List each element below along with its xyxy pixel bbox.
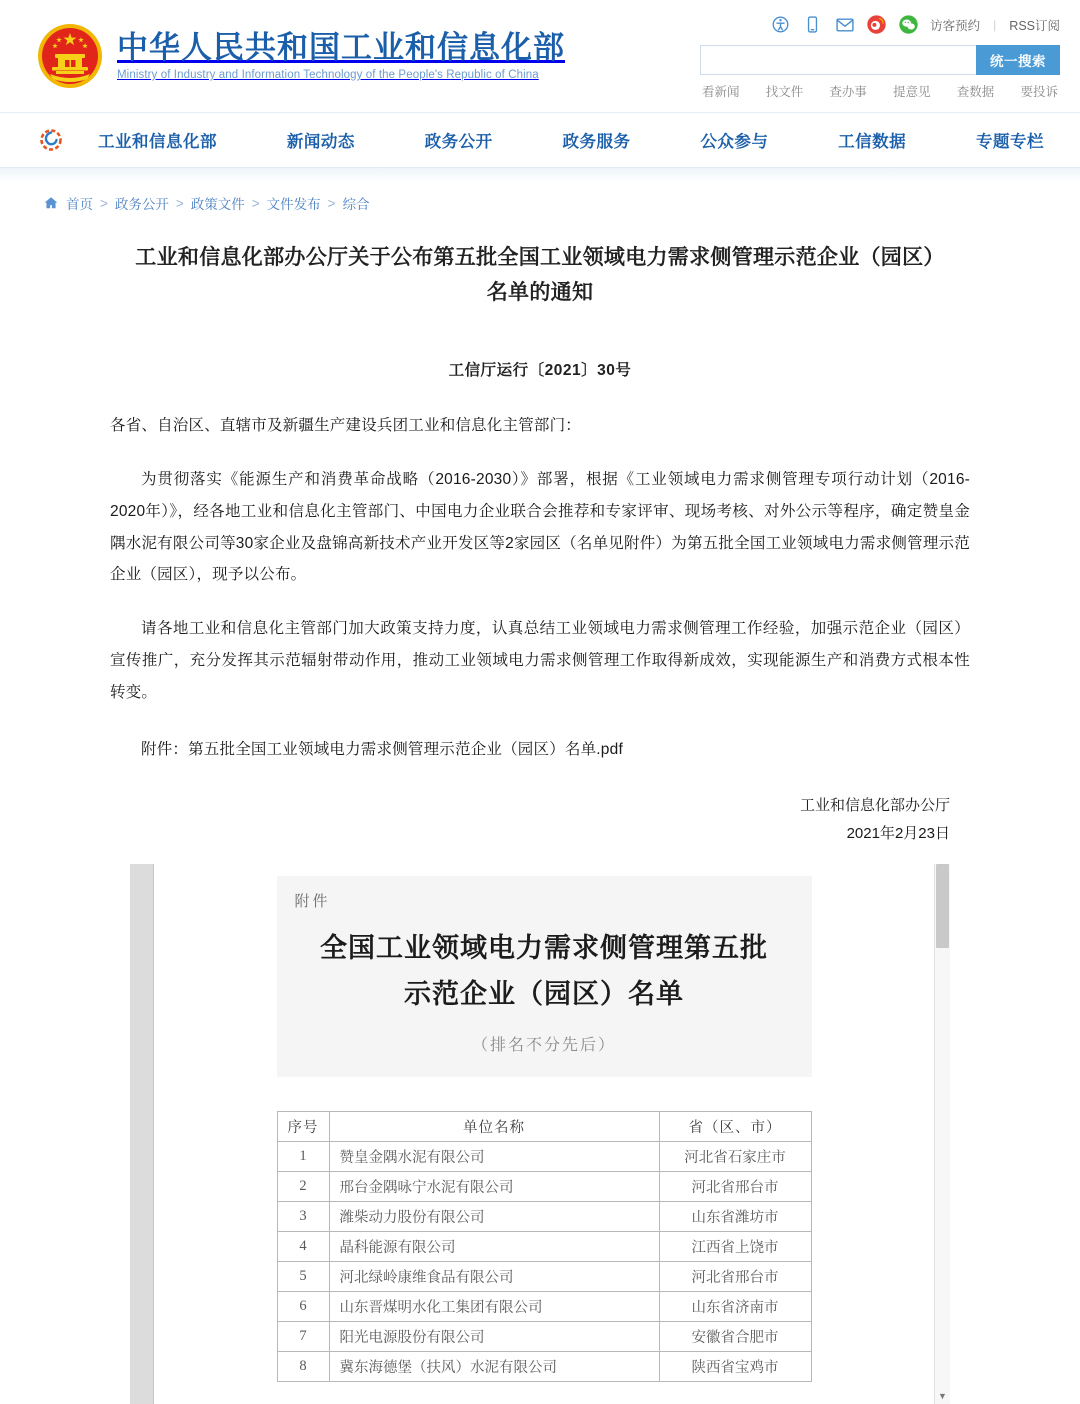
breadcrumb-separator: > <box>327 195 336 211</box>
quick-link-documents[interactable]: 找文件 <box>765 85 804 99</box>
cell-province: 河北省邢台市 <box>659 1171 811 1201</box>
pdf-preview-viewer[interactable] <box>130 864 950 1404</box>
signature-date: 2021年2月23日 <box>846 824 950 842</box>
cell-province: 陕西省宝鸡市 <box>659 1351 811 1381</box>
pdf-left-gutter <box>130 864 154 1404</box>
table-row <box>277 1231 811 1261</box>
nav-underbar <box>0 167 1080 183</box>
quick-link-data[interactable]: 查数据 <box>956 85 995 99</box>
pdf-title-line-2: 示范企业（园区）名单 <box>404 979 684 1010</box>
quick-link-feedback[interactable]: 提意见 <box>893 85 931 99</box>
cell-index: 4 <box>277 1231 329 1261</box>
table-row <box>277 1261 811 1291</box>
salutation: 各省、自治区、直辖市及新疆生产建设兵团工业和信息化主管部门： <box>110 417 582 435</box>
home-icon <box>44 196 58 210</box>
page-title: 工业和信息化部办公厅关于公布第五批全国工业领域电力需求侧管理示范企业（园区）名单的通知 <box>135 246 945 304</box>
main-navigation <box>0 112 1080 167</box>
pdf-page <box>277 876 812 1382</box>
miit-gear-logo-icon <box>38 127 64 153</box>
national-emblem-icon <box>36 22 104 90</box>
table-row <box>277 1351 811 1381</box>
table-row <box>277 1291 811 1321</box>
cell-index: 5 <box>277 1261 329 1291</box>
quick-link-complaint[interactable]: 要投诉 <box>1020 85 1058 99</box>
chevron-down-icon[interactable]: ▼ <box>938 1390 947 1401</box>
search-input[interactable] <box>700 45 976 75</box>
column-header-unit-name: 单位名称 <box>329 1111 659 1141</box>
search-area <box>700 45 1060 100</box>
column-header-province: 省（区、市） <box>659 1111 811 1141</box>
cell-unit-name: 邢台金隅咏宁水泥有限公司 <box>329 1171 659 1201</box>
pdf-subtitle: （排名不分先后） <box>471 1036 616 1054</box>
table-row <box>277 1141 811 1171</box>
search-box <box>700 45 1060 75</box>
table-header-row <box>277 1111 811 1141</box>
breadcrumb-item-general[interactable]: 综合 <box>342 197 370 212</box>
nav-item-list <box>98 128 1080 152</box>
pdf-attachment-label: 附件 <box>294 893 331 910</box>
attachment-line[interactable]: 附件：第五批全国工业领域电力需求侧管理示范企业（园区）名单.pdf <box>141 741 623 759</box>
article-body <box>110 221 970 848</box>
table-row <box>277 1201 811 1231</box>
pdf-table-body <box>277 1141 811 1381</box>
cell-unit-name: 潍柴动力股份有限公司 <box>329 1201 659 1231</box>
cell-unit-name: 山东晋煤明水化工集团有限公司 <box>329 1291 659 1321</box>
weibo-icon[interactable] <box>866 14 887 35</box>
cell-index: 3 <box>277 1201 329 1231</box>
nav-item-special-columns[interactable]: 专题专栏 <box>975 133 1044 151</box>
pdf-scrollbar[interactable] <box>934 864 950 1404</box>
pdf-scrollbar-thumb[interactable] <box>936 864 949 948</box>
breadcrumb-item-document-release[interactable]: 文件发布 <box>266 197 321 212</box>
pdf-enterprise-table <box>277 1111 812 1382</box>
nav-item-public-participation[interactable]: 公众参与 <box>700 133 769 151</box>
site-header <box>0 0 1080 112</box>
search-quick-links <box>700 82 1060 100</box>
cell-index: 6 <box>277 1291 329 1321</box>
column-header-index: 序号 <box>277 1111 329 1141</box>
nav-item-government-affairs[interactable]: 政务公开 <box>424 133 493 151</box>
nav-item-ministry[interactable]: 工业和信息化部 <box>98 133 217 151</box>
utility-separator: | <box>993 17 997 32</box>
cell-unit-name: 冀东海德堡（扶风）水泥有限公司 <box>329 1351 659 1381</box>
utility-bar <box>770 14 1060 35</box>
cell-index: 7 <box>277 1321 329 1351</box>
paragraph-1: 为贯彻落实《能源生产和消费革命战略（2016-2030）》部署，根据《工业领域电力需求侧管理专项行动计划（2016-2020年）》，经各地工业和信息化主管部门、中国电力企业联合会推荐和专家评审、现场考核、对外公示等程序，确定赞皇金隅水泥有限公司等30家企业及盘锦高新技术产业开发区等2家园区（名单见附件）为第五批全国工业领域电力需求侧管理示范企业（园区），现予以公布。 <box>110 471 970 584</box>
quick-link-news[interactable]: 看新闻 <box>702 85 740 99</box>
mail-icon[interactable] <box>834 14 855 35</box>
document-content <box>110 410 970 766</box>
document-number: 工信厅运行〔2021〕30号 <box>448 362 632 380</box>
brand-title-en: Ministry of Industry and Information Technology of the People's Republic of China <box>117 69 539 82</box>
pdf-title-line-1: 全国工业领域电力需求侧管理第五批 <box>320 932 768 963</box>
breadcrumb-separator: > <box>251 195 260 211</box>
cell-unit-name: 阳光电源股份有限公司 <box>329 1321 659 1351</box>
cell-unit-name: 晶科能源有限公司 <box>329 1231 659 1261</box>
breadcrumb-item-policy-documents[interactable]: 政策文件 <box>190 197 245 212</box>
cell-province: 山东省潍坊市 <box>659 1201 811 1231</box>
breadcrumb-item-home[interactable]: 首页 <box>66 197 93 212</box>
brand-title-cn: 中华人民共和国工业和信息化部 <box>117 29 565 65</box>
breadcrumb-separator: > <box>175 195 184 211</box>
cell-province: 江西省上饶市 <box>659 1231 811 1261</box>
breadcrumb <box>0 183 1080 221</box>
cell-index: 1 <box>277 1141 329 1171</box>
cell-unit-name: 河北绿岭康维食品有限公司 <box>329 1261 659 1291</box>
site-brand-link[interactable] <box>36 22 565 90</box>
visitor-booking-link[interactable]: 访客预约 <box>930 18 981 33</box>
pdf-title-block <box>277 876 812 1077</box>
search-button[interactable]: 统一搜索 <box>976 45 1060 75</box>
signature-organization: 工业和信息化部办公厅 <box>799 797 950 815</box>
cell-province: 山东省济南市 <box>659 1291 811 1321</box>
nav-item-industry-data[interactable]: 工信数据 <box>838 133 907 151</box>
cell-province: 河北省邢台市 <box>659 1261 811 1291</box>
nav-item-government-services[interactable]: 政务服务 <box>562 133 631 151</box>
signature-block <box>110 792 970 848</box>
mobile-icon[interactable] <box>802 14 823 35</box>
table-row <box>277 1321 811 1351</box>
breadcrumb-separator: > <box>100 195 108 211</box>
rss-link[interactable]: RSS订阅 <box>1009 18 1060 33</box>
nav-item-news[interactable]: 新闻动态 <box>286 133 355 151</box>
pdf-canvas <box>154 864 934 1404</box>
quick-link-services[interactable]: 查办事 <box>829 85 867 99</box>
paragraph-2: 请各地工业和信息化主管部门加大政策支持力度，认真总结工业领域电力需求侧管理工作经验，加强示范企业（园区）宣传推广，充分发挥其示范辐射带动作用，推动工业领域电力需求侧管理工作取得新成效，实现能源生产和消费方式根本性转变。 <box>110 620 970 701</box>
cell-index: 2 <box>277 1171 329 1201</box>
breadcrumb-item-government-affairs[interactable]: 政务公开 <box>114 197 169 212</box>
cell-unit-name: 赞皇金隅水泥有限公司 <box>329 1141 659 1171</box>
cell-index: 8 <box>277 1351 329 1381</box>
cell-province: 河北省石家庄市 <box>659 1141 811 1171</box>
accessibility-icon[interactable] <box>770 14 791 35</box>
table-row <box>277 1171 811 1201</box>
cell-province: 安徽省合肥市 <box>659 1321 811 1351</box>
wechat-icon[interactable] <box>898 14 919 35</box>
